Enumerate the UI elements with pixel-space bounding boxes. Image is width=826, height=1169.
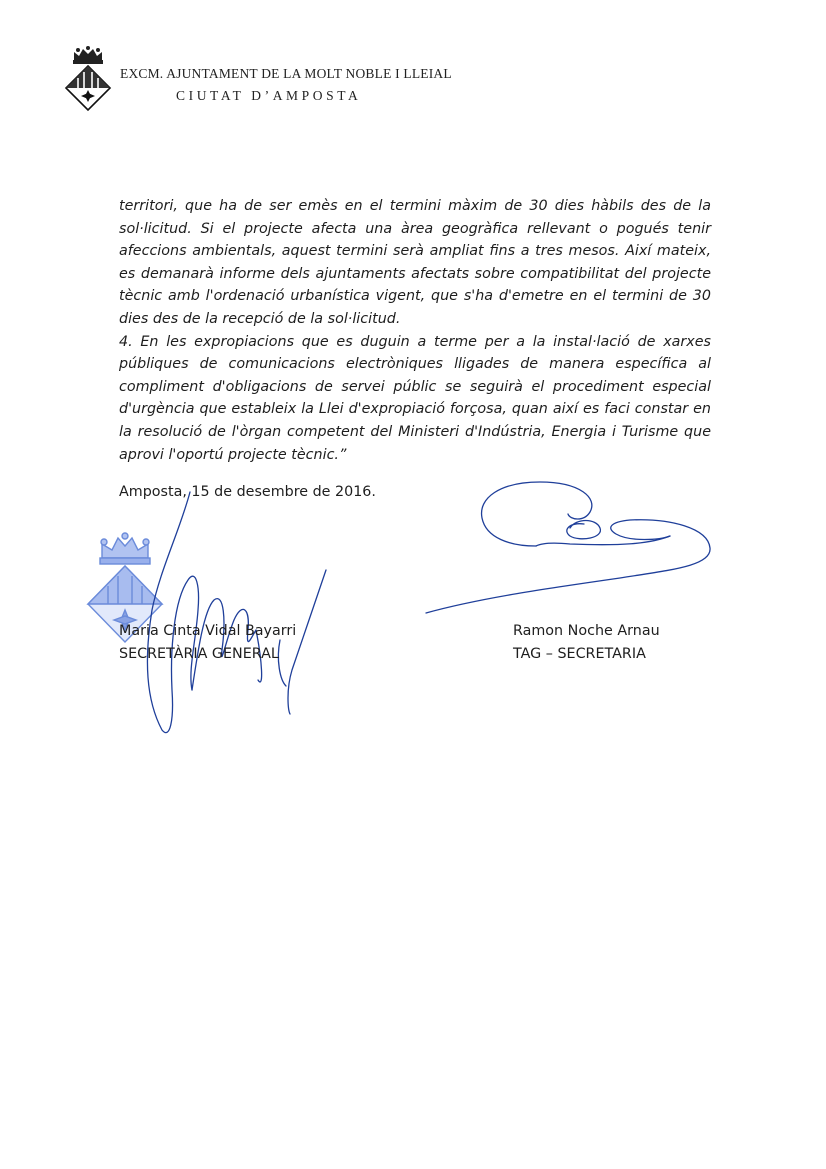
paragraph: territori, que ha de ser emès en el termini màxim de 30 dies hàbils des de la sol·licitud. Si el projecte afecta una àrea geogràfica rellevant o pogués tenir afeccions ambientals, aquest termini serà ampliat fins a tres mesos. Així mateix, es demanarà informe dels ajuntaments afectats sobre compatibilitat del projecte tècnic amb l'ordenació urbanística vigent, que s'ha d'emetre en el termini de 30 dies des de la recepció de la sol·licitud. — [119, 198, 711, 327]
signatory-role: SECRETÀRIA GENERAL — [119, 646, 279, 662]
signatory-right — [513, 620, 660, 666]
document-body — [119, 195, 711, 466]
organization-city: CIUTAT D’AMPOSTA — [176, 88, 362, 103]
handwritten-signature-icon — [420, 478, 720, 618]
coat-of-arms-icon — [64, 44, 112, 112]
signatory-left — [119, 620, 296, 666]
signatory-name: Maria Cinta Vidal Bayarri — [119, 623, 297, 639]
paragraph: 4. En les expropiacions que es duguin a terme per a la instal·lació de xarxes públiques de comunicacions electròniques lligades de manera específica al compliment d'obligacions de servei públic se seguirà el procediment especial d'urgència que estableix la Llei d'expropiació forçosa, quan així es faci constar en la resolució de l'òrgan competent del Ministeri d'Indústria, Energia i Turisme que aprovi l'oportú projecte tècnic.” — [119, 333, 711, 463]
organization-name: EXCM. AJUNTAMENT DE LA MOLT NOBLE I LLEIAL — [120, 66, 452, 81]
signatory-role: TAG – SECRETARIA — [513, 646, 646, 662]
handwritten-signature-icon — [130, 490, 340, 740]
date-line: Amposta, 15 de desembre de 2016. — [119, 484, 376, 500]
signatory-name: Ramon Noche Arnau — [513, 623, 660, 639]
